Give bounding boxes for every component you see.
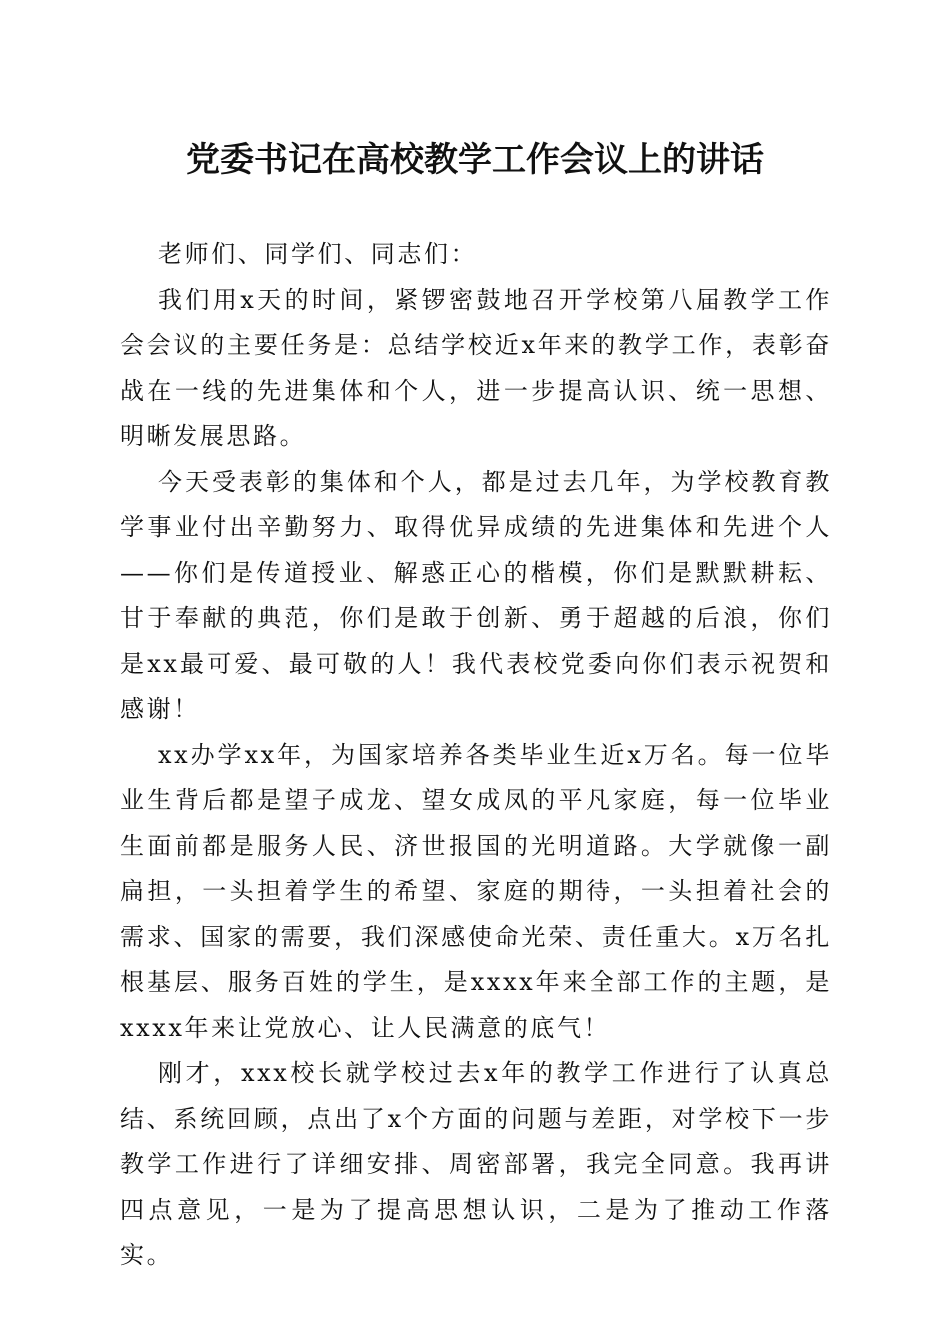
paragraph-3: xx办学xx年，为国家培养各类毕业生近x万名。每一位毕业生背后都是望子成龙、望女成凤的平凡家庭，每一位毕业生面前都是服务人民、济世报国的光明道路。大学就像一副扁担，一头担着学生的希望、家庭的期待，一头担着社会的需求、国家的需要，我们深感使命光荣、责任重大。x万名扎根基层、服务百姓的学生，是xxxx年来全部工作的主题，是xxxx年来让党放心、让人民满意的底气！ xyxy=(120,740,832,1042)
document-body xyxy=(120,232,832,1279)
paragraph-2: 今天受表彰的集体和个人，都是过去几年，为学校教育教学事业付出辛勤努力、取得优异成绩的先进集体和先进个人——你们是传道授业、解惑正心的楷模，你们是默默耕耘、甘于奉献的典范，你们是敢于创新、勇于超越的后浪，你们是xx最可爱、最可敬的人！我代表校党委向你们表示祝贺和感谢！ xyxy=(120,467,832,723)
document-title: 党委书记在高校教学工作会议上的讲话 xyxy=(186,140,764,180)
paragraph-1: 我们用x天的时间，紧锣密鼓地召开学校第八届教学工作会会议的主要任务是：总结学校近x年来的教学工作，表彰奋战在一线的先进集体和个人，进一步提高认识、统一思想、明晰发展思路。 xyxy=(120,285,832,450)
paragraph-4: 刚才，xxx校长就学校过去x年的教学工作进行了认真总结、系统回顾，点出了x个方面的问题与差距，对学校下一步教学工作进行了详细安排、周密部署，我完全同意。我再讲四点意见，一是为了提高思想认识，二是为了推动工作落实。 xyxy=(120,1059,832,1269)
salutation: 老师们、同学们、同志们： xyxy=(158,240,478,268)
